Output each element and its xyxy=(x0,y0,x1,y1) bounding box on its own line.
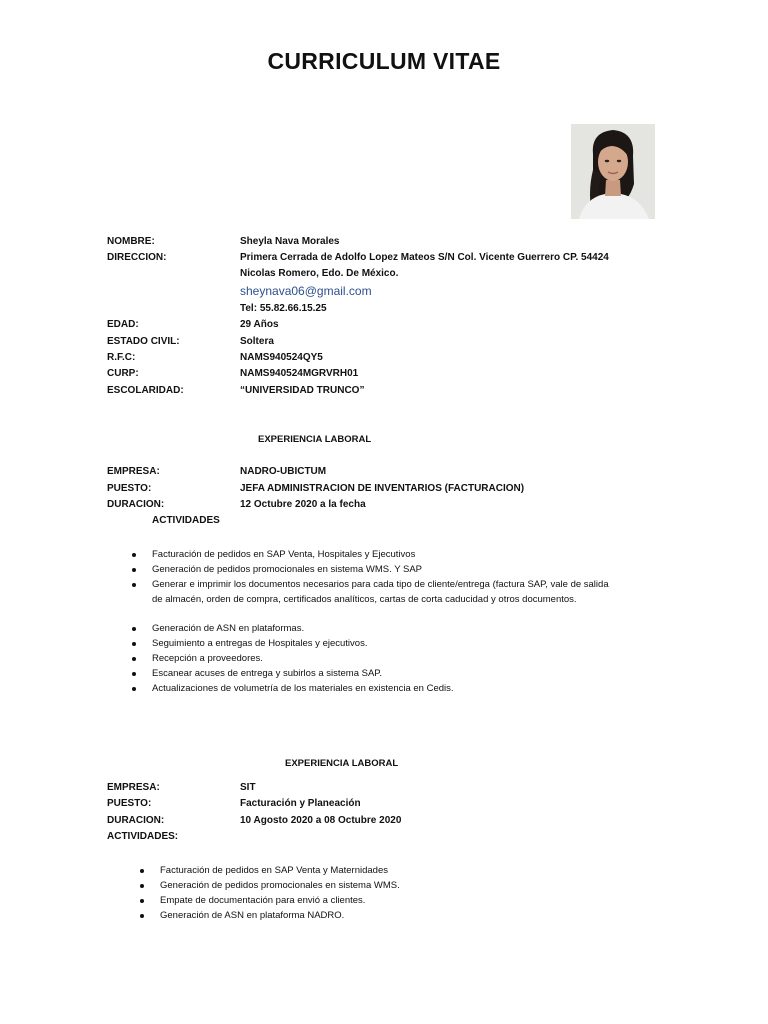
curp-value: NAMS940524MGRVRH01 xyxy=(240,368,359,379)
nombre-value: Sheyla Nava Morales xyxy=(240,236,340,247)
empresa-value-2: SIT xyxy=(240,782,256,793)
list-item-continuation: de almacén, orden de compra, certificados analíticos, cartas de corta caducidad y otros documentos. xyxy=(152,594,577,605)
edad-value: 29 Años xyxy=(240,319,279,330)
curp-label: CURP: xyxy=(107,368,139,379)
estado-civil-label: ESTADO CIVIL: xyxy=(107,336,180,347)
puesto-label-1: PUESTO: xyxy=(107,483,152,494)
actividades-list-2 xyxy=(160,863,400,923)
email-link[interactable]: sheynava06@gmail.com xyxy=(240,284,372,298)
list-item: Empate de documentación para envió a clientes. xyxy=(160,893,400,908)
telefono-value: Tel: 55.82.66.15.25 xyxy=(240,303,327,314)
empresa-value-1: NADRO-UBICTUM xyxy=(240,466,327,477)
profile-photo xyxy=(571,124,655,219)
list-item: Generación de pedidos promocionales en sistema WMS. Y SAP xyxy=(152,562,609,577)
list-item: Escanear acuses de entrega y subirlos a sistema SAP. xyxy=(152,666,609,681)
list-item: Actualizaciones de volumetría de los materiales en existencia en Cedis. xyxy=(152,681,609,696)
duracion-value-1: 12 Octubre 2020 a la fecha xyxy=(240,499,366,510)
direccion-line-1: Primera Cerrada de Adolfo Lopez Mateos S/N Col. Vicente Guerrero CP. 54424 xyxy=(240,252,609,263)
rfc-label: R.F.C: xyxy=(107,352,136,363)
duracion-value-2: 10 Agosto 2020 a 08 Octubre 2020 xyxy=(240,815,402,826)
list-item: Generar e imprimir los documentos necesarios para cada tipo de cliente/entrega (factura SAP, vale de salida xyxy=(152,579,609,590)
section-heading-experiencia-1: EXPERIENCIA LABORAL xyxy=(258,434,372,445)
escolaridad-value: “UNIVERSIDAD TRUNCO” xyxy=(240,385,365,396)
actividades-label-2: ACTIVIDADES: xyxy=(107,831,179,842)
duracion-label-1: DURACION: xyxy=(107,499,165,510)
list-item: Seguimiento a entregas de Hospitales y ejecutivos. xyxy=(152,636,609,651)
escolaridad-label: ESCOLARIDAD: xyxy=(107,385,184,396)
direccion-line-2: Nicolas Romero, Edo. De México. xyxy=(240,268,399,279)
list-item: Generación de pedidos promocionales en sistema WMS. xyxy=(160,880,400,891)
actividades-list-1 xyxy=(152,547,609,696)
duracion-label-2: DURACION: xyxy=(107,815,165,826)
document-title: CURRICULUM VITAE xyxy=(267,48,501,74)
empresa-label-1: EMPRESA: xyxy=(107,466,160,477)
portrait-image xyxy=(571,124,655,219)
puesto-label-2: PUESTO: xyxy=(107,798,152,809)
empresa-label-2: EMPRESA: xyxy=(107,782,160,793)
list-item: Generación de ASN en plataformas. xyxy=(152,621,609,636)
puesto-value-2: Facturación y Planeación xyxy=(240,798,361,809)
list-item: Facturación de pedidos en SAP Venta, Hospitales y Ejecutivos xyxy=(152,547,609,562)
rfc-value: NAMS940524QY5 xyxy=(240,352,323,363)
list-item: Recepción a proveedores. xyxy=(152,651,609,666)
edad-label: EDAD: xyxy=(107,319,139,330)
estado-civil-value: Soltera xyxy=(240,336,274,347)
list-item: Facturación de pedidos en SAP Venta y Maternidades xyxy=(160,863,400,878)
puesto-value-1: JEFA ADMINISTRACION DE INVENTARIOS (FACTURACION) xyxy=(240,483,525,494)
actividades-label-1: ACTIVIDADES xyxy=(152,515,220,526)
direccion-label: DIRECCION: xyxy=(107,252,167,263)
list-item: Generación de ASN en plataforma NADRO. xyxy=(160,908,400,923)
nombre-label: NOMBRE: xyxy=(107,236,155,247)
section-heading-experiencia-2: EXPERIENCIA LABORAL xyxy=(285,758,399,769)
